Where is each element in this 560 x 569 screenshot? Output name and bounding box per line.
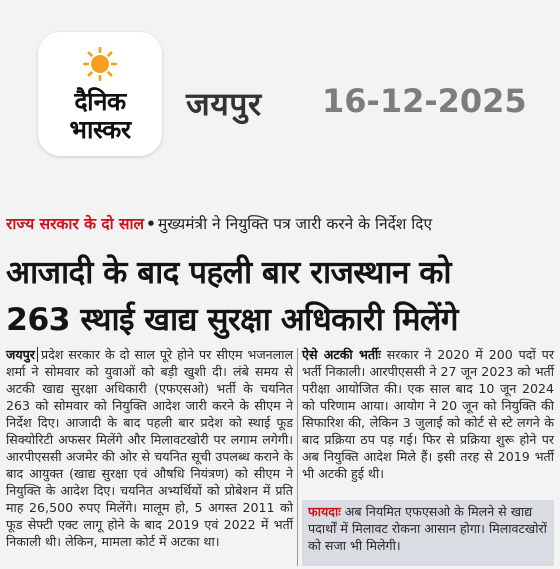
article-kicker [6,212,554,238]
left-body-text: प्रदेश सरकार के दो साल पूरे होने पर सीएम भजनलाल शर्मा ने सोमवार को युवाओं को बड़ी खुशी दी। लंबे समय से अटकी खाद्य सुरक्षा अधिकारी (एफएसओ) भर्ती के चयनित 263 को सोमवार को नियुक्ति आदेश जारी करने के सीएम ने निर्देश दिए। आजादी के बाद पहली बार प्रदेश को स्थाई फूड सिक्योरिटी अफसर मिलेंगे और मिलावटखोरी पर लगाम लगेगी। आरपीएससी अजमेर की ओर से चयनित सूची उपलब्ध कराने के बाद आयुक्त (खाद्य सुरक्षा एवं औषधि नियंत्रण) को सीएम ने नियुक्ति के आदेश दिए। चयनित अभ्यर्थियों को प्रोबेशन में प्रति माह 26,500 रुपए मिलेंगे। मालूम हो, 5 अगस्त 2011 को फूड सेफ्टी एक्ट लागू होने के बाद 2019 एवं 2022 में भर्ती निकाली थी। लेकिन, मामला कोर्ट में अटका था। [6,347,293,549]
logo-wordmark-line1: दैनिक [74,87,126,116]
dateline: जयपुर [6,347,38,362]
edition-city: जयपुर [186,85,262,123]
dainik-bhaskar-logo [38,32,162,156]
kicker-topic: राज्य सरकार के दो साल [6,215,145,233]
benefit-text: अब नियमित एफएसओ के मिलने से खाद्य पदार्थों में मिलावट रोकना आसान होगा। मिलावटखोरों को सजा भी मिलेगी। [308,504,547,553]
logo-wordmark-line2: भास्कर [69,115,131,144]
column-divider [297,348,298,566]
benefit-label: फायदाः [308,504,341,519]
article-body-right [302,346,554,482]
masthead [0,0,560,180]
sun-icon [82,46,118,82]
kicker-bullet: • [146,215,156,233]
benefit-box [302,500,554,566]
headline-line-1: आजादी के बाद पहली बार राजस्थान को [6,255,451,291]
headline-line-2: 263 स्थाई खाद्य सुरक्षा अधिकारी मिलेंगे [6,302,458,338]
article-body-left [6,346,293,550]
edition-date: 16-12-2025 [322,82,527,120]
right-subhead: ऐसे अटकी भर्तीः [302,347,381,362]
right-body-text: सरकार ने 2020 में 200 पदों पर भर्ती निकाली। आरपीएससी ने 27 जून 2023 को भर्ती परीक्षा आयोजित की। एक साल बाद 10 जून 2024 को परिणाम आया। आयोग ने 20 जून को नियुक्ति की सिफारिश की, लेकिन 3 जुलाई को कोर्ट से स्टे लगने के बाद प्रक्रिया ठप पड़ गई। फिर से प्रक्रिया शुरू होने पर अब नियुक्ति आदेश मिले हैं। इसी तरह से 2019 भर्ती भी अटकी हुई थी। [302,347,554,481]
kicker-subtitle: मुख्यमंत्री ने नियुक्ति पत्र जारी करने के निर्देश दिए [157,215,433,233]
